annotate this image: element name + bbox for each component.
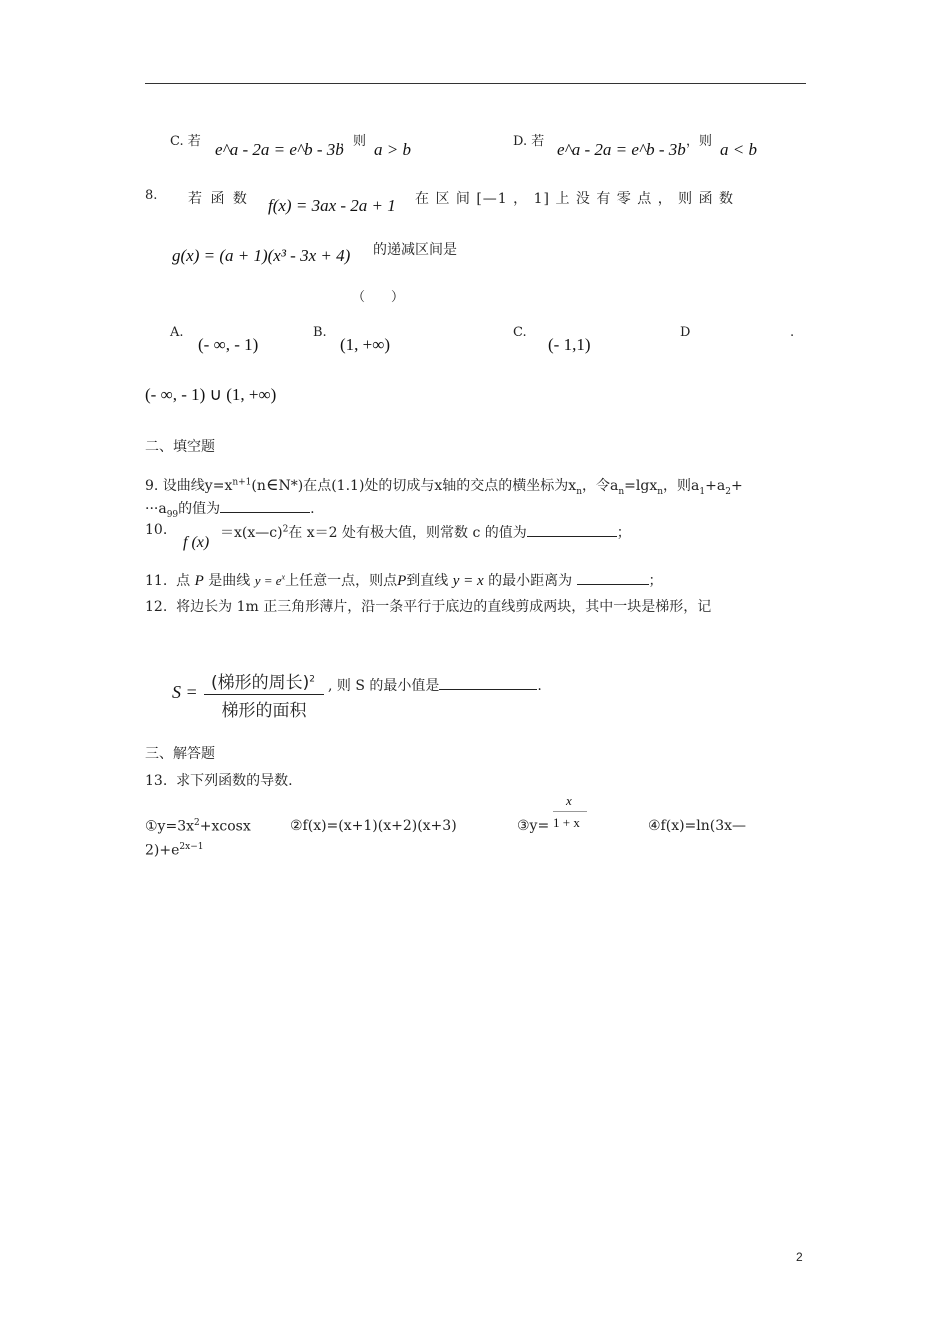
q7-option-d-result: a < b: [720, 140, 757, 159]
q7-option-d-expr: e^a - 2a = e^b - 3b: [557, 140, 686, 159]
q12-answer-blank[interactable]: [439, 675, 537, 690]
q13-item-4: ④f(x)=ln(3x—: [648, 818, 747, 834]
q7-option-c-then: ，则: [340, 134, 367, 149]
q8-option-a-value: (- ∞, - 1): [198, 335, 259, 354]
q7-option-c-expr: e^a - 2a = e^b - 3b: [215, 140, 344, 159]
q13-item-3-fraction-bar: [553, 811, 587, 812]
q8-option-c-value: (- 1,1): [548, 335, 591, 354]
q8-option-b-value: (1, +∞): [340, 335, 391, 354]
q7-option-c-result: a > b: [374, 140, 411, 159]
q12-line: 12. 将边长为 1m 正三角形薄片，沿一条平行于底边的直线剪成两块，其中一块是梯形，记: [145, 599, 712, 615]
q13-item-3-denominator: 1 + x: [553, 815, 580, 830]
q8-condition: 在 区 间 [—1 ， 1] 上 没 有 零 点 ， 则 函 数: [415, 191, 735, 207]
q8-option-b-label: B.: [313, 325, 327, 340]
q7-option-c-label: C. 若: [170, 134, 201, 149]
q8-number: 8.: [145, 188, 158, 203]
q8-lead: 若 函 数: [188, 191, 249, 207]
q8-option-d-dot: .: [790, 325, 795, 340]
q8-tail: 的递减区间是: [373, 242, 457, 258]
q9-line2: $\cdot\cdot\cdot a_{99}$的值为 .: [145, 498, 315, 520]
q13-item-1: $①y=3x^2+xcosx$: [145, 818, 251, 835]
q7-option-d-then: ，则: [686, 134, 713, 149]
section-answer-title: 三、解答题: [145, 746, 215, 762]
q11-line: 11. 点 P 是曲线 $y = e^x$上任意一点，则点P到直线 y = x 的最小距离为 ；: [145, 570, 663, 590]
q12-tail: , 则 S 的最小值是 .: [328, 675, 542, 695]
q13-item-3: ③y=: [517, 818, 550, 834]
q11-answer-blank[interactable]: [577, 570, 649, 585]
header-rule: [145, 83, 806, 84]
q10-number: 10.: [145, 522, 168, 538]
q9-answer-blank[interactable]: [220, 498, 310, 513]
q8-answer-paren: （ ）: [352, 290, 405, 305]
q10-answer-blank[interactable]: [527, 522, 617, 537]
q8-option-d-value: (- ∞, - 1) ∪ (1, +∞): [145, 385, 277, 404]
q12-denominator: 梯形的面积: [221, 701, 307, 721]
q13-item-2: ②f(x)=(x+1)(x+2)(x+3): [290, 818, 457, 834]
q8-option-a-label: A.: [170, 325, 184, 340]
page-number: 2: [796, 1250, 803, 1264]
q12-fraction-bar: [204, 694, 324, 695]
q8-gx: g(x) = (a + 1)(x³ - 3x + 4): [172, 246, 351, 265]
section-fill-in-title: 二、填空题: [145, 439, 215, 455]
q7-option-d-label: D. 若: [513, 134, 545, 149]
q13-item-4-cont: $2)+e^{2x-1}$: [145, 842, 204, 859]
q8-option-c-label: C.: [513, 325, 527, 340]
q8-option-d-label: D: [680, 325, 691, 340]
q12-numerator: (梯形的周长)$^2$: [211, 673, 315, 693]
q8-fx: f(x) = 3ax - 2a + 1: [268, 196, 396, 215]
q13-item-3-numerator: x: [566, 793, 572, 808]
q13-line: 13. 求下列函数的导数.: [145, 773, 293, 789]
q9-line1: 9. 设曲线$y=x^{n+1}(n\in N*)$在点(1.1)处的切成与x轴的交点的横坐标为$x_n$，令$a_n=\lg x_n$，则$a_1+a_2+$: [145, 475, 743, 497]
q10-fx: f (x): [183, 534, 210, 551]
q10-text: ＝x(x—c)$^2$在 x＝2 处有极大值，则常数 c 的值为 ；: [220, 522, 631, 542]
q12-s-eq: S =: [172, 682, 198, 702]
